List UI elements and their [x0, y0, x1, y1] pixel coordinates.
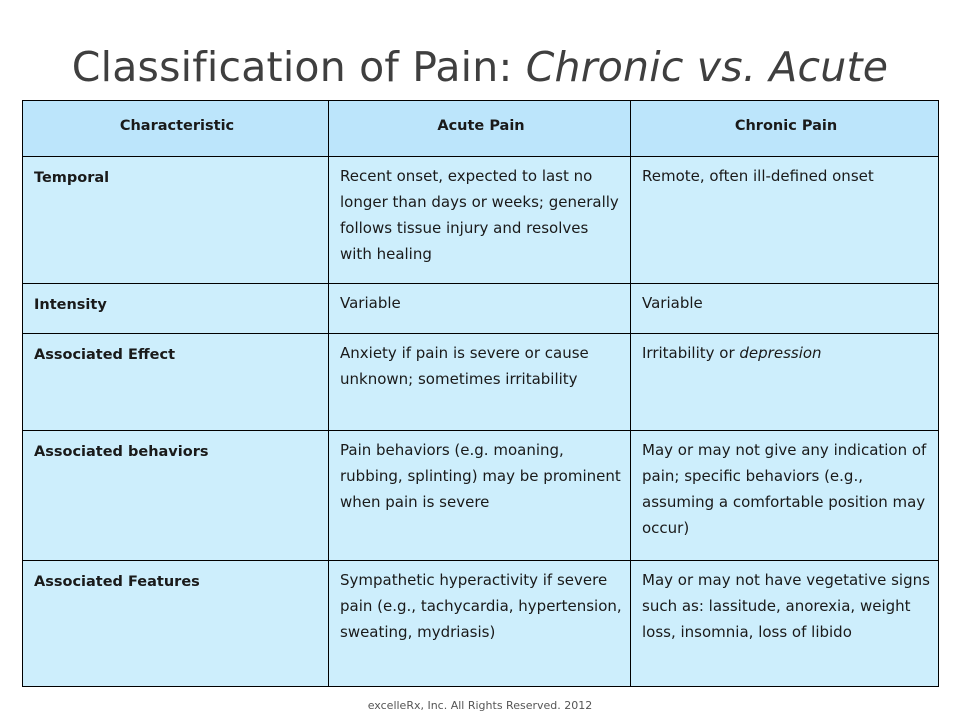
header-chronic-pain: Chronic Pain	[631, 101, 939, 157]
cell-chronic-associated-effect	[631, 334, 939, 431]
cell-acute-associated-behaviors: Pain behaviors (e.g. moaning, rubbing, splinting) may be prominent when pain is severe	[329, 431, 631, 561]
cell-acute-intensity: Variable	[329, 284, 631, 334]
header-acute-pain: Acute Pain	[329, 101, 631, 157]
page-title	[0, 38, 960, 96]
header-characteristic: Characteristic	[23, 101, 329, 157]
title-text: Classification of Pain:	[71, 43, 526, 91]
title-italic-text: Chronic vs. Acute	[525, 43, 889, 91]
chronic-effect-italic: depression	[739, 344, 822, 362]
row-label-associated-effect: Associated Effect	[23, 334, 329, 431]
cell-acute-associated-effect: Anxiety if pain is severe or cause unknown; sometimes irritability	[329, 334, 631, 431]
cell-chronic-associated-behaviors: May or may not give any indication of pain; specific behaviors (e.g., assuming a comfortable position may occur)	[631, 431, 939, 561]
cell-acute-associated-features: Sympathetic hyperactivity if severe pain (e.g., tachycardia, hypertension, sweating, mydriasis)	[329, 561, 631, 687]
table-row	[23, 334, 939, 431]
cell-chronic-intensity: Variable	[631, 284, 939, 334]
table-row	[23, 157, 939, 284]
chronic-effect-text: Irritability or	[642, 344, 740, 362]
copyright-footer: excelleRx, Inc. All Rights Reserved. 2012	[367, 699, 593, 712]
cell-acute-temporal: Recent onset, expected to last no longer than days or weeks; generally follows tissue injury and resolves with healing	[329, 157, 631, 284]
table-row	[23, 561, 939, 687]
table-header-row	[23, 101, 939, 157]
table-row	[23, 284, 939, 334]
table-row	[23, 431, 939, 561]
row-label-associated-behaviors: Associated behaviors	[23, 431, 329, 561]
cell-chronic-temporal: Remote, often ill-defined onset	[631, 157, 939, 284]
row-label-intensity: Intensity	[23, 284, 329, 334]
cell-chronic-associated-features: May or may not have vegetative signs such as: lassitude, anorexia, weight loss, insomnia, loss of libido	[631, 561, 939, 687]
row-label-temporal: Temporal	[23, 157, 329, 284]
pain-classification-table	[22, 100, 939, 687]
row-label-associated-features: Associated Features	[23, 561, 329, 687]
